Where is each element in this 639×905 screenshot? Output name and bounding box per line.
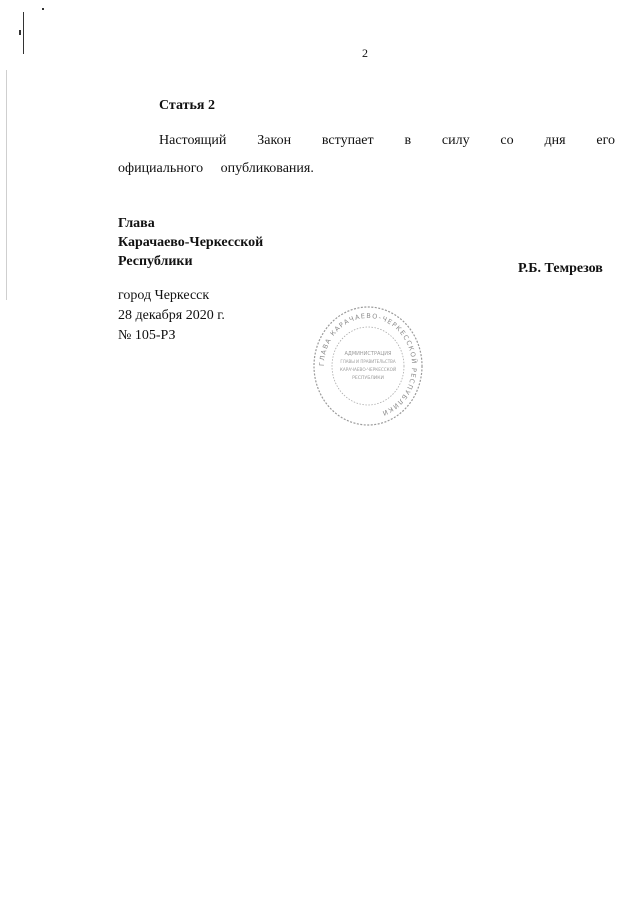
seal-center-line: АДМИНИСТРАЦИЯ [344, 351, 392, 357]
article-title: Статья 2 [159, 98, 215, 113]
seal-center-line: КАРАЧАЕВО-ЧЕРКЕССКОЙ [339, 367, 397, 372]
place-date-block [118, 286, 225, 346]
signatory-title [118, 214, 263, 271]
seal-center-line: РЕСПУБЛИКИ [352, 376, 384, 381]
signatory-name: Р.Б. Темрезов [518, 261, 603, 276]
article-body: Настоящий Закон вступает в силу со дня его официального опубликования. [118, 133, 615, 176]
signatory-title-line: Глава [118, 216, 155, 231]
signatory-title-line: Республики [118, 254, 193, 269]
law-number: № 105-РЗ [118, 328, 176, 343]
place: город Черкесск [118, 288, 210, 303]
scan-artifact-dot [42, 8, 44, 10]
seal-ring-text: ГЛАВА КАРАЧАЕВО-ЧЕРКЕССКОЙ РЕСПУБЛИКИ [317, 311, 419, 418]
scan-artifact-dot [19, 30, 21, 35]
official-seal [312, 305, 424, 427]
scan-artifact-line [23, 12, 24, 54]
scan-artifact-edge [6, 70, 7, 300]
seal-center-line: ГЛАВЫ И ПРАВИТЕЛЬСТВА [340, 359, 396, 364]
date: 28 декабря 2020 г. [118, 308, 225, 323]
page-number: 2 [362, 46, 368, 60]
signatory-title-line: Карачаево-Черкесской [118, 235, 264, 250]
